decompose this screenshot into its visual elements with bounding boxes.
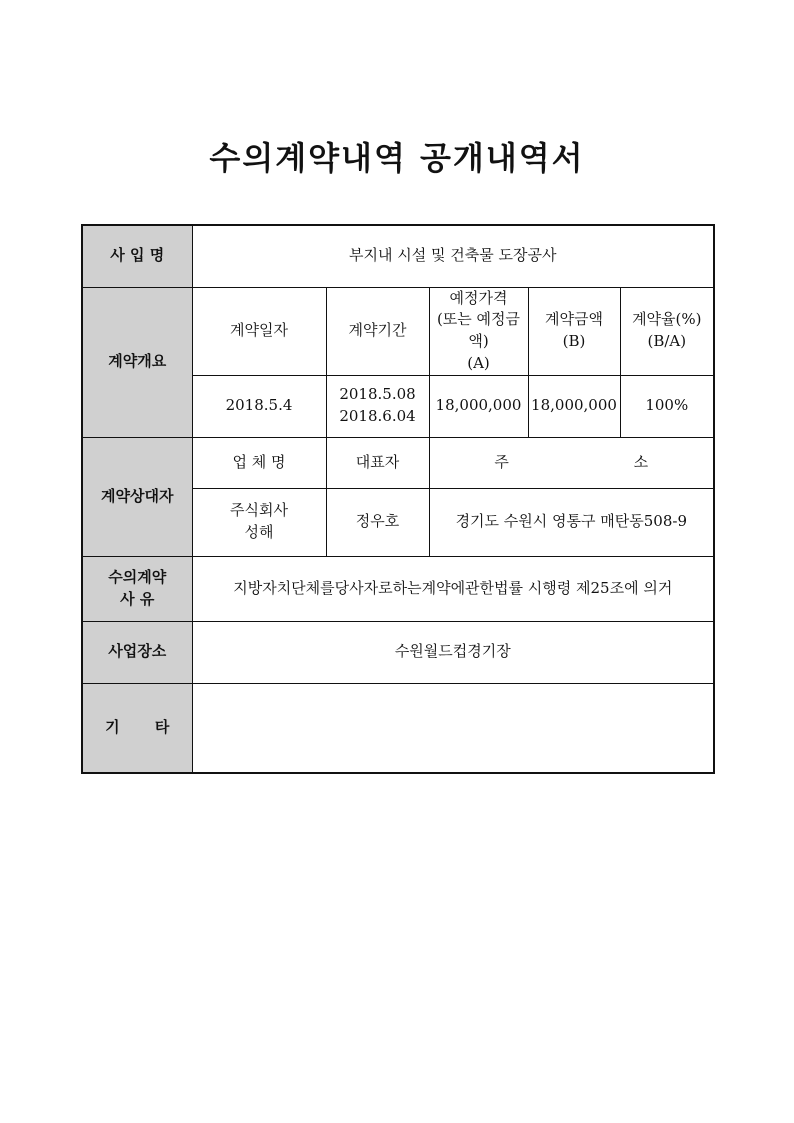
project-name-value: 부지내 시설 및 건축물 도장공사 [192, 225, 714, 287]
location-row [82, 621, 714, 683]
other-value [192, 683, 714, 773]
amount-header-line1: 계약금액 [545, 310, 603, 329]
counterparty-header-row [82, 437, 714, 488]
reason-label-line2: 사 유 [120, 589, 155, 608]
estimate-header-line1: 예정가격 [449, 288, 508, 307]
reason-label [82, 556, 192, 621]
estimate-header-line2: (또는 예정금액) [436, 310, 521, 350]
location-value: 수원월드컵경기장 [192, 621, 714, 683]
contract-date-value: 2018.5.4 [192, 375, 326, 437]
contract-date-header: 계약일자 [192, 287, 326, 375]
rate-value: 100% [620, 375, 714, 437]
company-header: 업 체 명 [192, 437, 326, 488]
rate-header-line2: (B/A) [647, 332, 687, 350]
other-label [82, 683, 192, 773]
overview-header-row [82, 287, 714, 375]
estimate-header-line3: (A) [467, 353, 490, 372]
estimate-header [429, 287, 528, 375]
period-start: 2018.5.08 [339, 385, 416, 404]
address-header-text: 주 소 [494, 452, 649, 471]
location-label: 사업장소 [82, 621, 192, 683]
reason-label-line1: 수의계약 [108, 567, 167, 586]
company-line2: 성해 [244, 523, 274, 541]
contract-overview-label: 계약개요 [82, 287, 192, 437]
other-label-text: 기 타 [105, 717, 170, 736]
contract-period-header: 계약기간 [326, 287, 429, 375]
rate-header [620, 287, 714, 375]
amount-value: 18,000,000 [528, 375, 620, 437]
reason-value: 지방자치단체를당사자로하는계약에관한법률 시행령 제25조에 의거 [192, 556, 714, 621]
page-title: 수의계약내역 공개내역서 [209, 139, 585, 177]
disclosure-table [81, 224, 715, 774]
address-value: 경기도 수원시 영통구 매탄동508-9 [429, 488, 714, 556]
project-name-row [82, 225, 714, 287]
amount-header-line2: (B) [562, 332, 586, 350]
rate-header-line1: 계약율(%) [632, 310, 702, 329]
contract-period-value [326, 375, 429, 437]
other-row [82, 683, 714, 773]
representative-value: 정우호 [326, 488, 429, 556]
estimate-value: 18,000,000 [429, 375, 528, 437]
amount-header [528, 287, 620, 375]
reason-row [82, 556, 714, 621]
address-header [429, 437, 714, 488]
representative-header: 대표자 [326, 437, 429, 488]
company-value [192, 488, 326, 556]
counterparty-label: 계약상대자 [82, 437, 192, 556]
period-end: 2018.6.04 [339, 407, 416, 425]
company-line1: 주식회사 [230, 501, 288, 520]
project-name-label: 사 입 명 [82, 225, 192, 287]
